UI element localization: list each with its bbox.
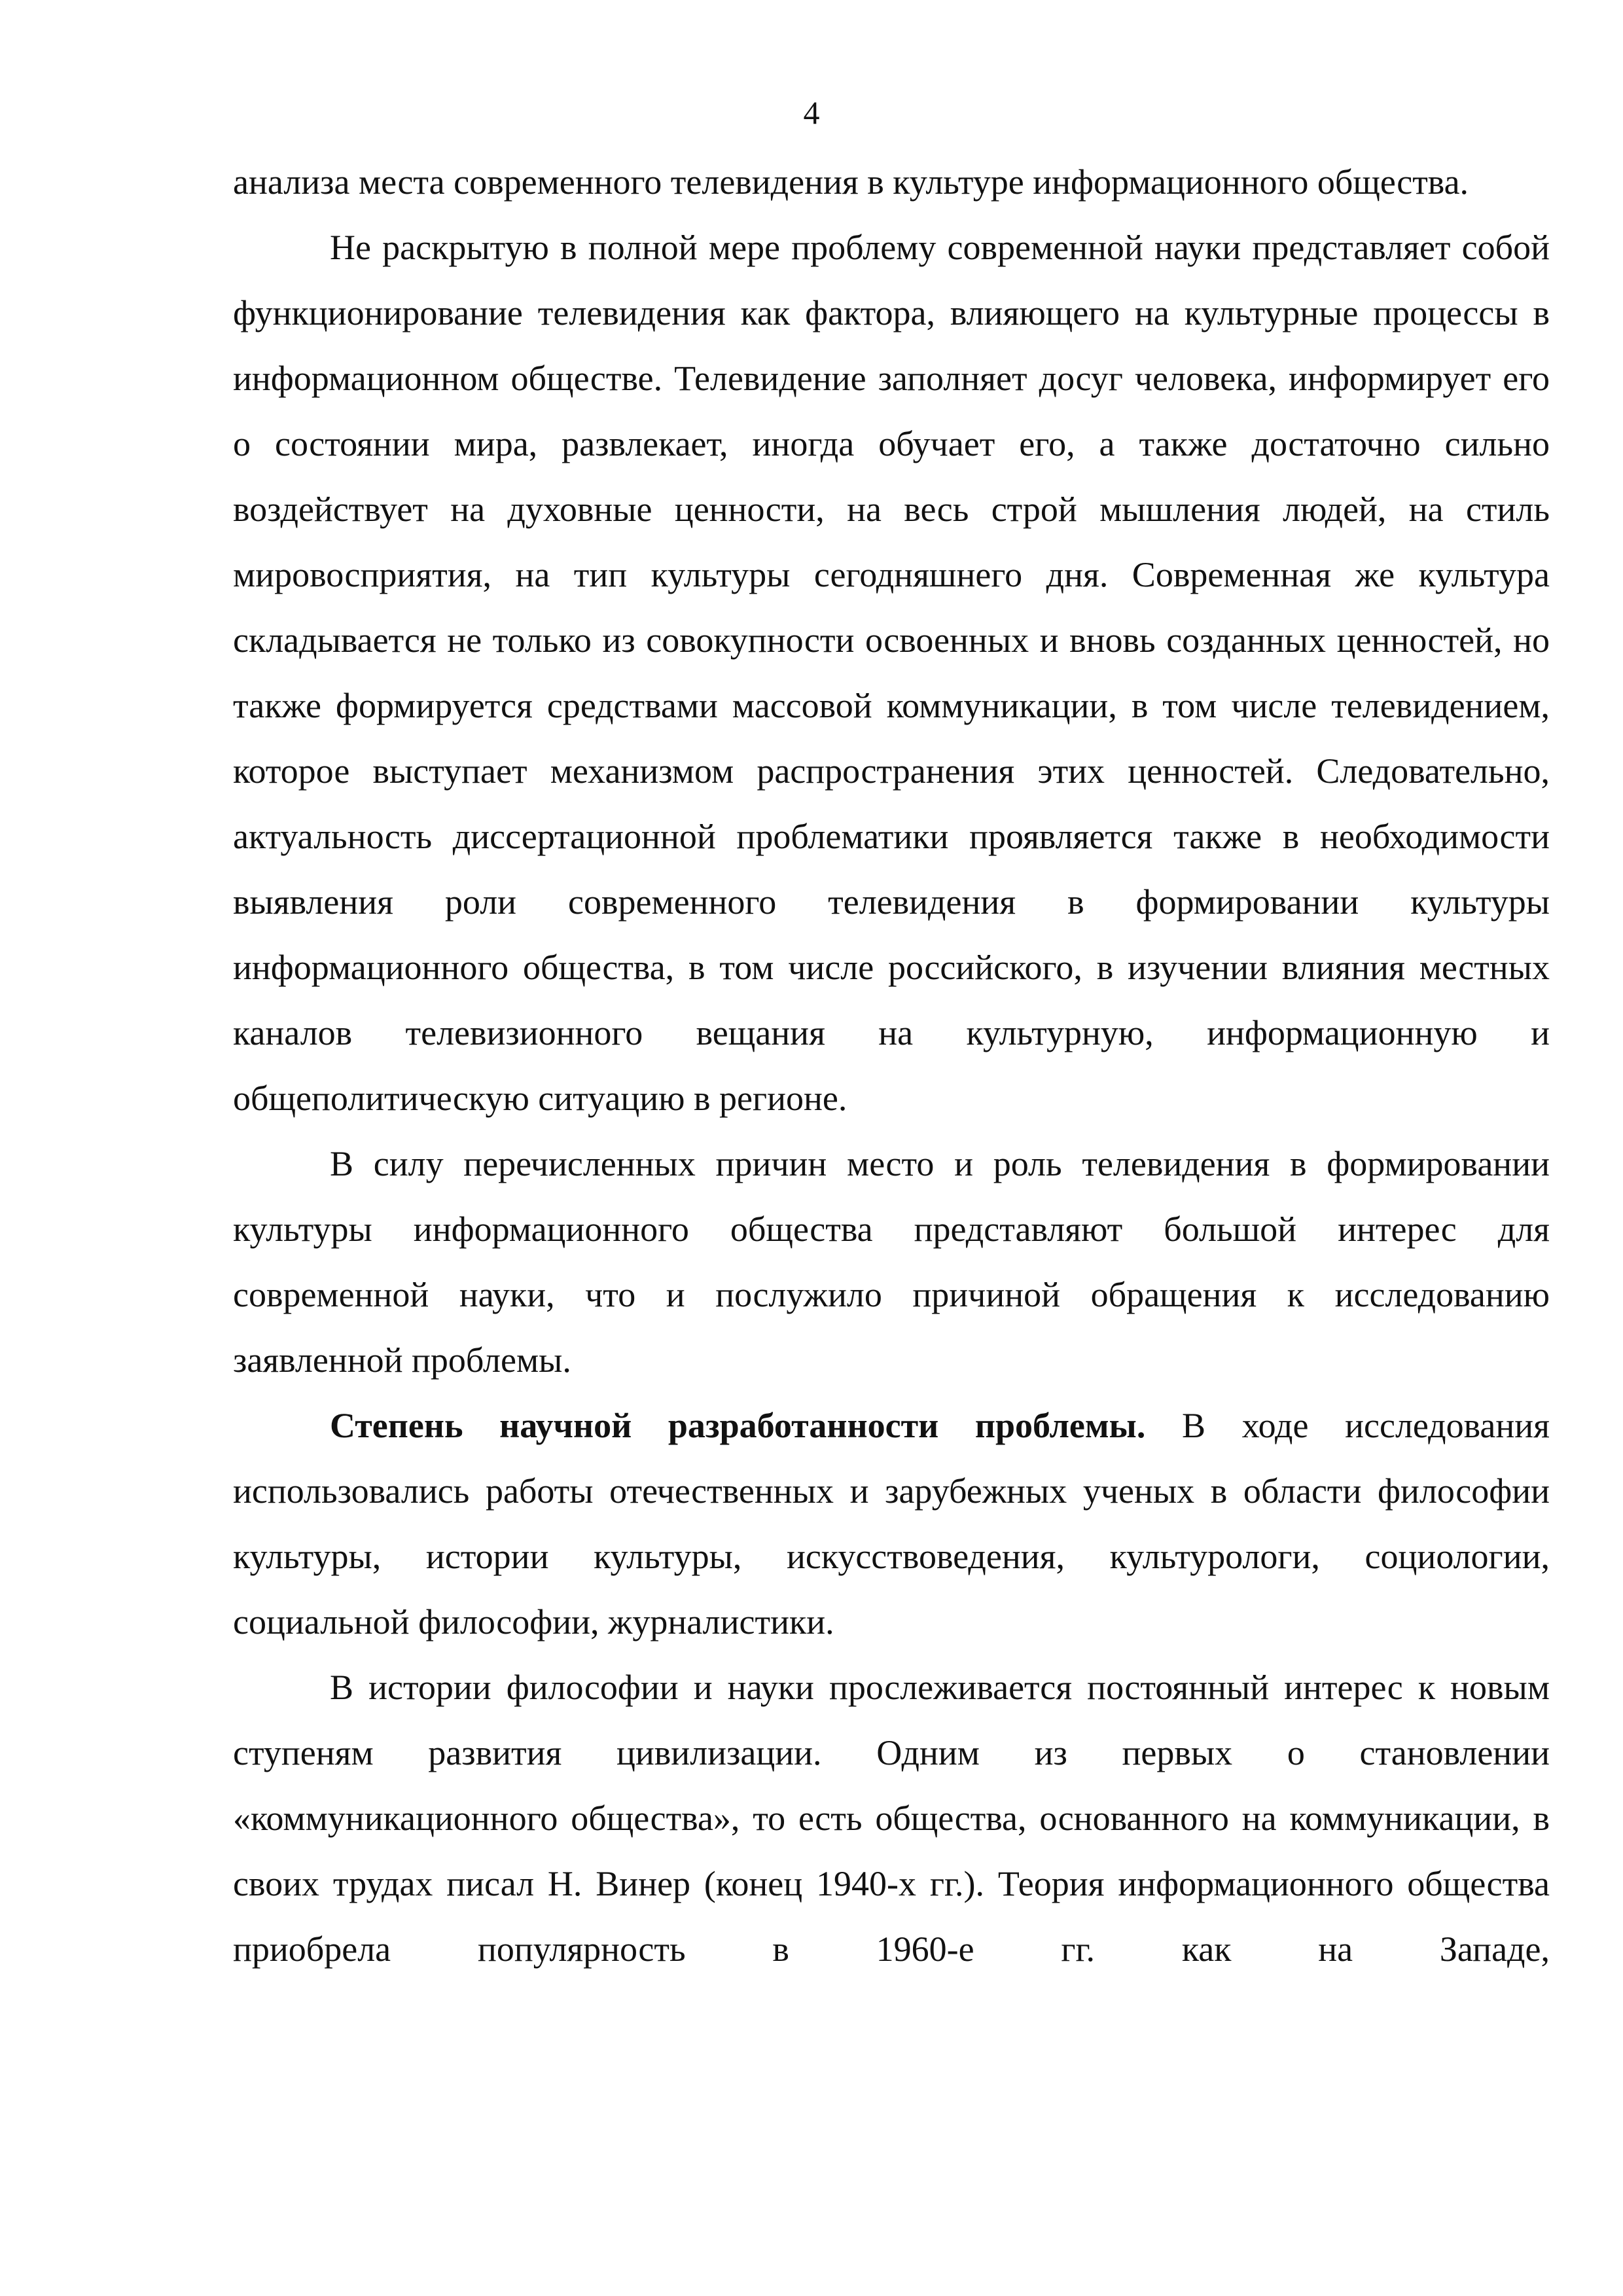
- page-number: 4: [803, 94, 820, 131]
- paragraph-history: В истории философии и науки прослеживается постоянный интерес к новым ступеням развития цивилизации. Одним из первых о становлении «коммуникационного общества», то есть общества, основанного на коммуникации, в своих трудах писал Н. Винер (конец 1940-х гг.). Теория информационного общества приобрела популярность в 1960-е гг. как на Западе,: [233, 1668, 1550, 1969]
- paragraph-degree-of-study: [233, 1393, 1550, 1655]
- paragraph-continuation: анализа места современного телевидения в культуре информационного общества.: [233, 162, 1469, 202]
- document-body: [233, 149, 1550, 1982]
- paragraph-interest: В силу перечисленных причин место и роль телевидения в формировании культуры информационного общества представляют большой интерес для современной науки, что и послужило причиной обращения к исследованию заявленной проблемы.: [233, 1144, 1550, 1380]
- paragraph-degree-of-study-text: В ходе исследования использовались работы отечественных и зарубежных ученых в области философии культуры, истории культуры, искусствоведения, культурологи, социологии, социальной философии, журналистики.: [233, 1406, 1550, 1641]
- paragraph-relevance: Не раскрытую в полной мере проблему современной науки представляет собой функционирование телевидения как фактора, влияющего на культурные процессы в информационном обществе. Телевидение заполняет досуг человека, информирует его о состоянии мира, развлекает, иногда обучает его, а также достаточно сильно воздействует на духовные ценности, на весь строй мышления людей, на стиль мировосприятия, на тип культуры сегодняшнего дня. Современная же культура складывается не только из совокупности освоенных и вновь созданных ценностей, но также формируется средствами массовой коммуникации, в том числе телевидением, которое выступает механизмом распространения этих ценностей. Следовательно, актуальность диссертационной проблематики проявляется также в необходимости выявления роли современного телевидения в формировании культуры информационного общества, в том числе российского, в изучении влияния местных каналов телевизионного вещания на культурную, информационную и общеполитическую ситуацию в регионе.: [233, 228, 1550, 1118]
- section-heading-inline: Степень научной разработанности проблемы.: [330, 1406, 1146, 1445]
